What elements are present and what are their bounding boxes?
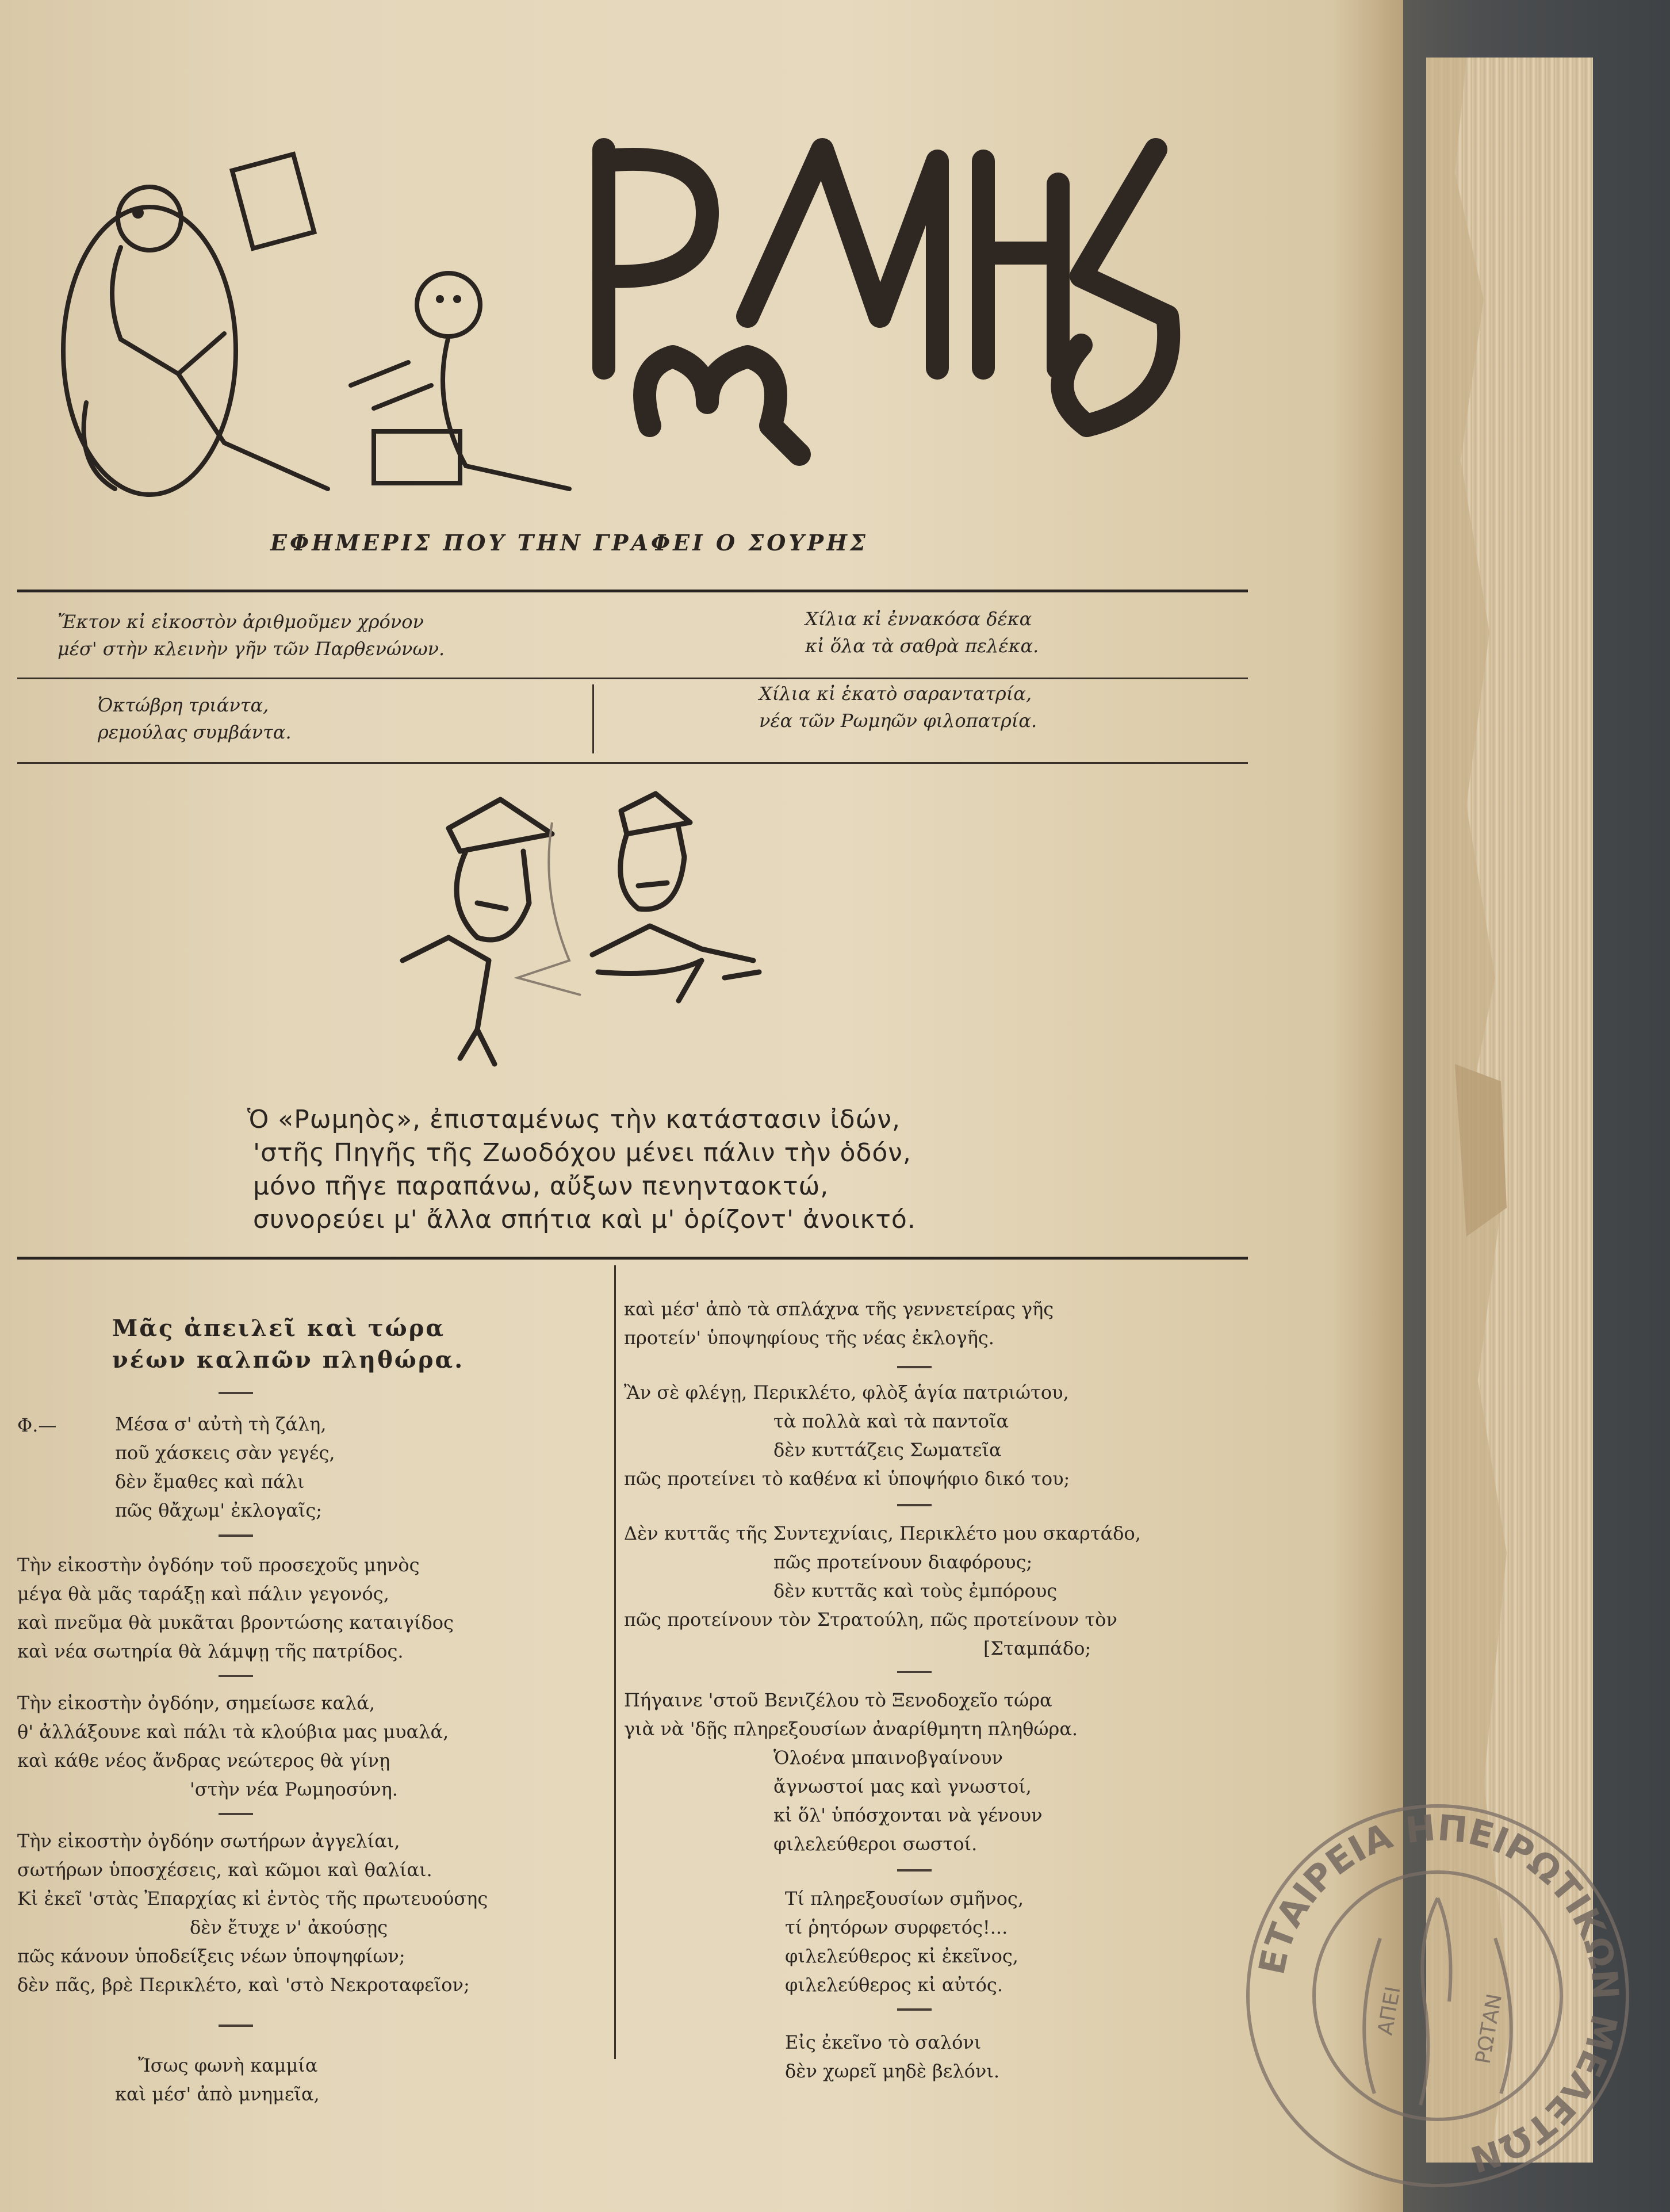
left-heading-1: Μᾶς ἀπειλεῖ καὶ τώρα xyxy=(112,1315,446,1342)
left-s1-line-3: δὲν ἔμαθες καὶ πάλι xyxy=(115,1471,305,1492)
left-s5-line-1: Ἴσως φωνὴ καμμία xyxy=(138,2054,318,2076)
right-s1-line-4: πῶς προτείνει τὸ καθένα κἰ ὑποψήφιο δικό του; xyxy=(624,1468,1070,1490)
dateline-right-4: νέα τῶν Ρωμηῶν φιλοπατρία. xyxy=(759,710,1037,732)
dateline-rule xyxy=(17,678,1248,679)
right-s2-line-4: πῶς προτείνουν τὸν Στρατούλη, πῶς προτείνουν τὸν xyxy=(624,1609,1117,1631)
dateline-left-2: μέσ' στὴν κλεινὴν γῆν τῶν Παρθενώνων. xyxy=(58,638,445,660)
separator-dash xyxy=(219,2025,253,2027)
left-s3-line-2: θ' ἀλλάξουνε καὶ πάλι τὰ κλούβια μας μυαλά, xyxy=(17,1721,449,1743)
right-s1-line-1: Ἂν σὲ φλέγῃ, Περικλέτο, φλὸξ ἁγία πατριώτου, xyxy=(624,1381,1069,1403)
dateline-right-3: Χίλια κἰ ἑκατὸ σαραντατρία, xyxy=(759,683,1032,705)
header-rule-top xyxy=(17,590,1248,592)
right-s2-line-1: Δὲν κυττᾶς τῆς Συντεχνίαις, Περικλέτο μου σκαρτάδο, xyxy=(624,1522,1141,1544)
caption-line-4: συνορεύει μ' ἄλλα σπήτια καὶ μ' ὁρίζοντ' ἀνοικτό. xyxy=(253,1205,916,1234)
separator-dash xyxy=(219,1534,253,1537)
left-s3-line-1: Τὴν εἰκοστὴν ὀγδόην, σημείωσε καλά, xyxy=(17,1692,376,1714)
left-s1-line-2: ποῦ χάσκεις σὰν γεγές, xyxy=(115,1442,335,1464)
right-s2-line-2: πῶς προτείνουν διαφόρους; xyxy=(773,1551,1033,1573)
right-s1-line-2: τὰ πολλὰ καὶ τὰ παντοῖα xyxy=(773,1410,1009,1432)
left-s4-line-4: δὲν ἔτυχε ν' ἀκούσῃς xyxy=(190,1916,388,1938)
separator-dash xyxy=(897,1366,932,1368)
separator-dash xyxy=(219,1813,253,1815)
right-s3-line-5: κἰ ὅλ' ὑπόσχονται νὰ γένουν xyxy=(773,1804,1043,1826)
caption-rule xyxy=(17,1257,1248,1260)
caption-line-3: μόνο πῆγε παραπάνω, αὔξων πενηνταοκτώ, xyxy=(253,1172,829,1201)
right-s3-line-1: Πήγαινε 'στοῦ Βενιζέλου τὸ Ξενοδοχεῖο τώρα xyxy=(624,1689,1052,1711)
stamp-inner-right: ΡΩΤΑΝ xyxy=(1471,1992,1507,2066)
left-heading-2: νέων καλπῶν πληθώρα. xyxy=(112,1346,465,1373)
right-s4-line-1: Τί πληρεξουσίων σμῆνος, xyxy=(785,1888,1024,1909)
right-s0-line-1: καὶ μέσ' ἀπὸ τὰ σπλάχνα τῆς γεννετείρας γῆς xyxy=(624,1298,1054,1320)
dateline-left-1: Ἔκτον κἰ εἰκοστὸν ἀριθμοῦμεν χρόνον xyxy=(58,611,424,633)
left-s1-line-1: Μέσα σ' αὐτὴ τὴ ζάλη, xyxy=(115,1413,327,1435)
stamp-ring-text: ΕΤΑΙΡΕΙΑ ΗΠΕΙΡΩΤΙΚΩΝ ΜΕΛΕΤΩΝ xyxy=(1250,1806,1627,2181)
left-s4-line-1: Τὴν εἰκοστὴν ὀγδόην σωτήρων ἀγγελίαι, xyxy=(17,1830,400,1852)
right-s3-line-4: ἄγνωστοί μας καὶ γνωστοί, xyxy=(773,1775,1032,1797)
left-s4-line-6: δὲν πᾶς, βρὲ Περικλέτο, καὶ 'στὸ Νεκροταφεῖον; xyxy=(17,1974,470,1996)
left-s4-line-2: σωτήρων ὑποσχέσεις, καὶ κῶμοι καὶ θαλίαι. xyxy=(17,1859,432,1881)
left-s4-line-5: πῶς κάνουν ὑποδείξεις νέων ὑποψηφίων; xyxy=(17,1945,405,1967)
left-s2-line-3: καὶ πνεῦμα θὰ μυκᾶται βροντώσης καταιγίδος xyxy=(17,1612,454,1633)
right-s3-line-6: φιλελεύθεροι σωστοί. xyxy=(773,1833,978,1855)
right-s0-line-2: προτείν' ὑποψηφίους τῆς νέας ἐκλογῆς. xyxy=(624,1327,994,1349)
right-s5-line-1: Εἰς ἐκεῖνο τὸ σαλόνι xyxy=(785,2031,982,2053)
caption-line-2: 'στῆς Πηγῆς τῆς Ζωοδόχου μένει πάλιν τὴν ὁδόν, xyxy=(253,1138,911,1168)
library-stamp xyxy=(1236,1794,1639,2197)
left-s5-line-2: καὶ μέσ' ἀπὸ μνημεῖα, xyxy=(115,2083,320,2105)
separator-dash xyxy=(897,1504,932,1506)
dateline-left-4: ρεμούλας συμβάντα. xyxy=(98,721,292,743)
right-s3-line-3: Ὁλοένα μπαινοβγαίνουν xyxy=(773,1747,1003,1769)
right-s4-line-4: φιλελεύθερος κἰ αὐτός. xyxy=(785,1974,1003,1996)
dateline-right-2: κἰ ὅλα τὰ σαθρὰ πελέκα. xyxy=(805,635,1039,657)
left-s2-line-2: μέγα θὰ μᾶς ταράξῃ καὶ πάλιν γεγονός, xyxy=(17,1583,389,1605)
stamp-inner-left: ΑΠΕΙ xyxy=(1373,1984,1405,2037)
column-divider xyxy=(614,1265,616,2059)
caption-line-1: Ὁ «Ρωμηὸς», ἐπισταμένως τὴν κατάστασιν ἰδών, xyxy=(247,1105,901,1134)
right-s4-line-2: τί ῥητόρων συρφετός!... xyxy=(785,1916,1008,1938)
left-s3-line-4: 'στὴν νέα Ρωμηοσύνη. xyxy=(190,1778,398,1800)
left-s1-line-4: πῶς θἄχωμ' ἐκλογαῖς; xyxy=(115,1499,323,1521)
separator-dash xyxy=(897,1671,932,1673)
right-s2-line-5: [Σταμπάδο; xyxy=(983,1637,1091,1659)
dateline-left-3: Ὀκτώβρη τριάντα, xyxy=(98,694,269,716)
masthead-illustration xyxy=(52,144,627,512)
right-s5-line-2: δὲν χωρεῖ μηδὲ βελόνι. xyxy=(785,2060,1000,2082)
masthead-title-logo xyxy=(581,127,1190,483)
separator-dash xyxy=(219,1392,253,1394)
dateline-right-1: Χίλια κἰ ἐννακόσα δέκα xyxy=(805,608,1032,630)
dateline-rule-bottom xyxy=(17,762,1248,764)
left-s3-line-3: καὶ κάθε νέος ἄνδρας νεώτερος θὰ γίνῃ xyxy=(17,1750,390,1771)
right-s1-line-3: δὲν κυττάζεις Σωματεῖα xyxy=(773,1439,1002,1461)
cartoon-illustration xyxy=(380,788,840,1076)
right-s3-line-2: γιὰ νὰ 'δῇς πληρεξουσίων ἀναρίθμητη πληθώρα. xyxy=(624,1718,1078,1740)
separator-dash xyxy=(897,2008,932,2011)
right-s2-line-3: δὲν κυττᾶς καὶ τοὺς ἐμπόρους xyxy=(773,1580,1058,1602)
separator-dash xyxy=(219,1675,253,1677)
separator-dash xyxy=(897,1869,932,1872)
left-s4-line-3: Κἰ ἐκεῖ 'στὰς Ἐπαρχίας κἰ ἐντὸς τῆς πρωτευούσης xyxy=(17,1888,488,1909)
left-s2-line-1: Τὴν εἰκοστὴν ὀγδόην τοῦ προσεχοῦς μηνὸς xyxy=(17,1554,420,1576)
right-s4-line-3: φιλελεύθερος κἰ ἐκεῖνος, xyxy=(785,1945,1018,1967)
dateline-divider xyxy=(592,684,594,753)
masthead-subtitle: ΕΦΗΜΕΡΙΣ ΠΟΥ ΤΗΝ ΓΡΑΦΕΙ Ο ΣΟΥΡΗΣ xyxy=(270,530,868,556)
left-s2-line-4: καὶ νέα σωτηρία θὰ λάμψῃ τῆς πατρίδος. xyxy=(17,1640,404,1662)
author-sign: Φ.— xyxy=(17,1414,57,1436)
